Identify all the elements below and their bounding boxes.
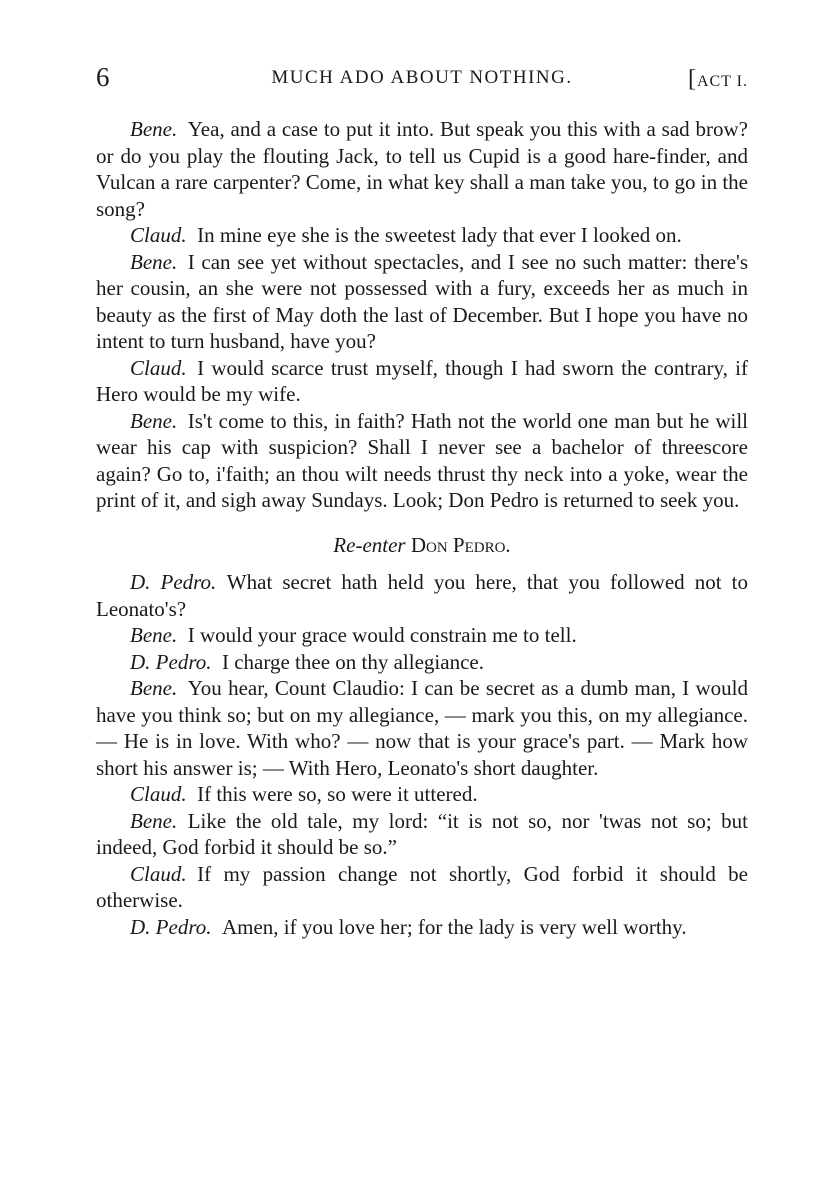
speech xyxy=(96,569,748,622)
speech-text: What secret hath held you here, that you followed not to Leonato's? xyxy=(96,570,748,621)
speech xyxy=(96,649,748,676)
page-number: 6 xyxy=(96,62,110,92)
stage-direction-verb: Re-enter xyxy=(333,532,406,557)
speaker-name: Bene. xyxy=(130,623,178,647)
speech xyxy=(96,914,748,941)
speech-text: Is't come to this, in faith? Hath not the world one man but he will wear his cap with suspicion? Shall I never see a bachelor of threescore again? Go to, i'faith; an thou wilt needs thrust thy neck into a yoke, wear the print of it, and sigh away Sundays. Look; Don Pedro is returned to seek you. xyxy=(96,408,748,512)
stage-direction-character: Don Pedro. xyxy=(410,532,511,557)
speech-text: I would scarce trust myself, though I had sworn the contrary, if Hero would be my wife. xyxy=(96,355,748,406)
speech xyxy=(96,781,748,808)
speech xyxy=(96,222,748,249)
speaker-name: Claud. xyxy=(130,782,187,806)
speech-text: If my passion change not shortly, God forbid it should be otherwise. xyxy=(96,861,748,912)
speaker-name: D. Pedro. xyxy=(130,649,212,674)
speech xyxy=(96,249,748,355)
speaker-name: Claud. xyxy=(130,861,187,886)
stage-direction xyxy=(96,532,748,559)
speaker-name: D. Pedro. xyxy=(130,914,212,939)
speaker-name: Bene. xyxy=(130,117,178,141)
running-header xyxy=(96,62,748,94)
act-bracket: [ xyxy=(687,66,697,92)
running-title: MUCH ADO ABOUT NOTHING. xyxy=(271,67,573,88)
speech-text: I can see yet without spectacles, and I see no such matter: there's her cousin, an she were not possessed with a fury, exceeds her as much in beauty as the first of May doth the last of December. But I hope you have no intent to turn husband, have you? xyxy=(96,249,748,353)
speech xyxy=(96,861,748,914)
act-label: ACT I. xyxy=(696,73,748,90)
speech xyxy=(96,355,748,408)
speech-text: Amen, if you love her; for the lady is very well worthy. xyxy=(221,914,687,939)
speech xyxy=(96,675,748,781)
speech-text: If this were so, so were it uttered. xyxy=(197,782,478,806)
speech-text: You hear, Count Claudio: I can be secret as a dumb man, I would have you think so; but on my allegiance, — mark you this, on my allegiance. — He is in love. With who? — now that is your grace's part. — Mark how short his answer is; — With Hero, Leonato's short daughter. xyxy=(96,676,748,780)
speaker-name: Bene. xyxy=(130,249,178,274)
speeches-after xyxy=(96,569,748,940)
speaker-name: D. Pedro. xyxy=(130,570,217,594)
act-marker xyxy=(688,66,748,93)
play-text xyxy=(96,116,748,940)
speech-text: I would your grace would constrain me to tell. xyxy=(187,623,577,647)
speech xyxy=(96,622,748,649)
speaker-name: Bene. xyxy=(130,808,178,833)
speeches-before xyxy=(96,116,748,514)
speaker-name: Claud. xyxy=(130,355,187,380)
speech-text: Yea, and a case to put it into. But speak you this with a sad brow? or do you play the flouting Jack, to tell us Cupid is a good hare-finder, and Vulcan a rare carpenter? Come, in what key shall a man take you, to go in the song? xyxy=(96,117,748,221)
speaker-name: Bene. xyxy=(130,676,178,700)
speech xyxy=(96,408,748,514)
speaker-name: Bene. xyxy=(130,408,178,433)
speech-text: In mine eye she is the sweetest lady that ever I looked on. xyxy=(197,223,682,247)
speaker-name: Claud. xyxy=(130,223,187,247)
speech-text: I charge thee on thy allegiance. xyxy=(221,649,484,674)
speech-text: Like the old tale, my lord: “it is not so, nor 'twas not so; but indeed, God forbid it should be so.” xyxy=(96,808,748,859)
speech xyxy=(96,808,748,861)
speech xyxy=(96,116,748,222)
